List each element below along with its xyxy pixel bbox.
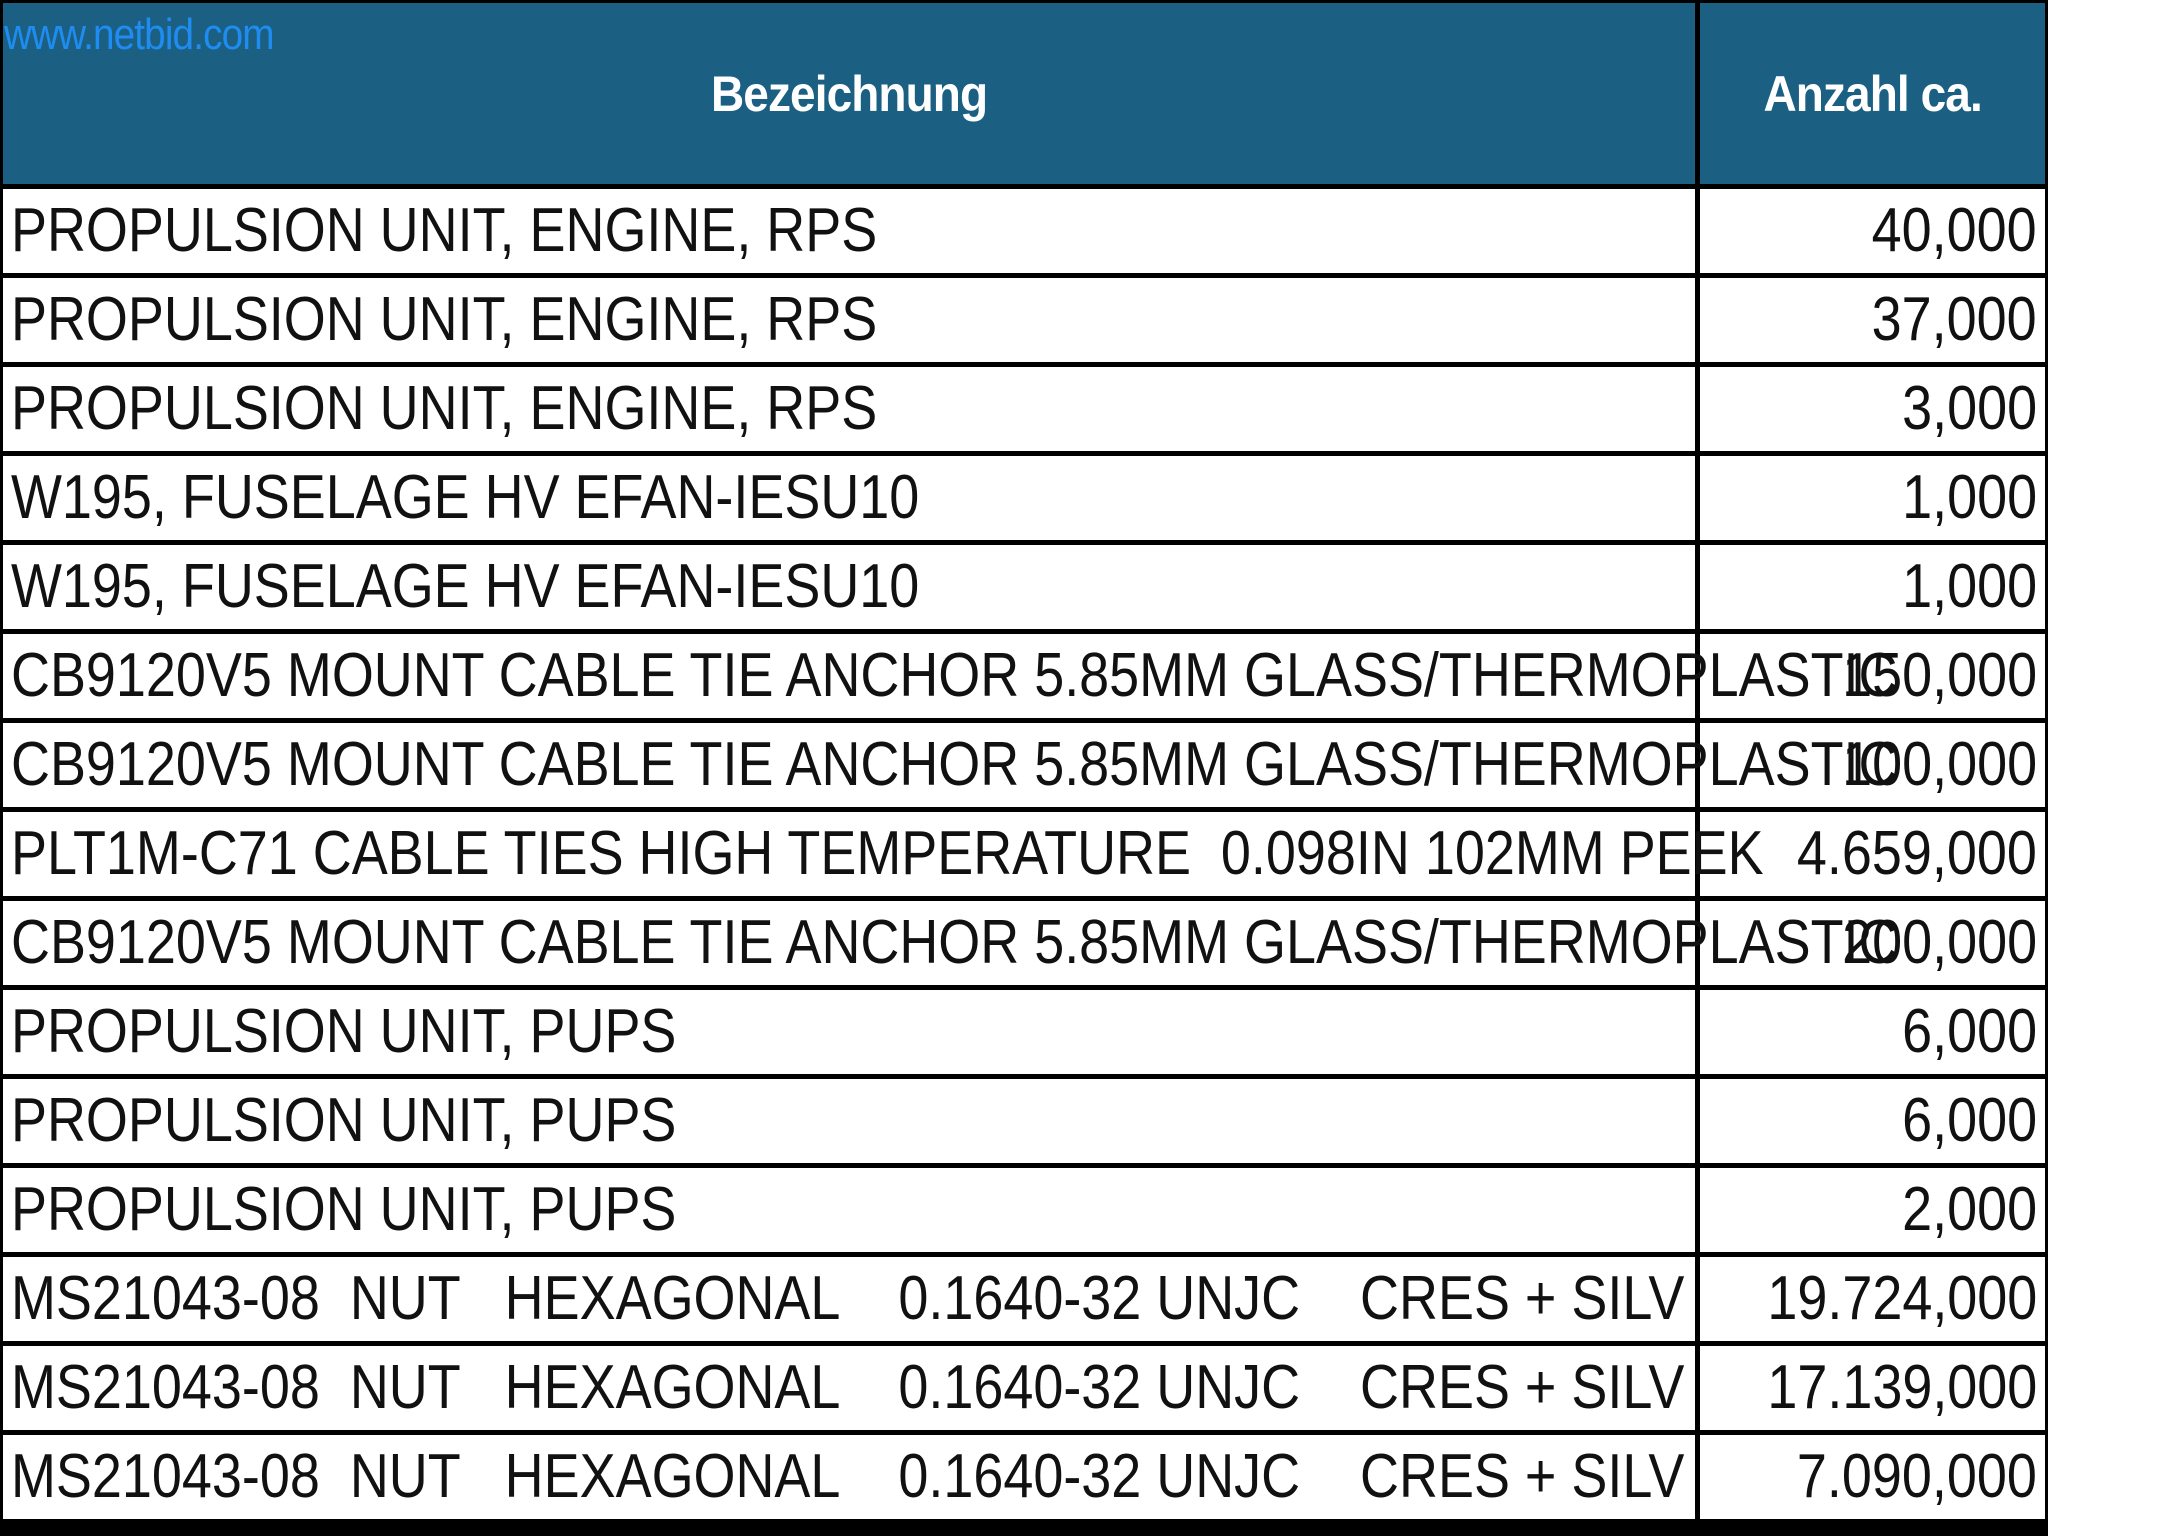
table-row — [3, 718, 2045, 807]
quantity-text: 19.724,000 — [1767, 1264, 2037, 1333]
description-text: CB9120V5 MOUNT CABLE TIE ANCHOR 5.85MM GLASS/THERMOPLASTIC — [11, 641, 1898, 710]
quantity-cell — [1700, 540, 2045, 629]
quantity-text: 6,000 — [1902, 1086, 2037, 1155]
description-cell — [3, 896, 1898, 985]
quantity-text: 6,000 — [1902, 997, 2037, 1066]
quantity-cell — [1700, 1252, 2045, 1341]
description-cell — [3, 629, 1898, 718]
quantity-cell — [1700, 1430, 2045, 1519]
table-row — [3, 184, 2045, 273]
description-cell — [3, 273, 1700, 362]
table-header — [3, 3, 2045, 184]
description-cell — [3, 184, 1700, 273]
table-row — [3, 1252, 2045, 1341]
table-row — [3, 1430, 2045, 1519]
column-header-quantity — [1700, 3, 2045, 184]
table-row — [3, 451, 2045, 540]
quantity-text: 100,000 — [1842, 730, 2037, 799]
table-row — [3, 362, 2045, 451]
quantity-text: 4.659,000 — [1797, 819, 2037, 888]
description-cell — [3, 451, 1700, 540]
quantity-text: 3,000 — [1902, 374, 2037, 443]
watermark-link: www.netbid.com — [4, 10, 274, 59]
quantity-cell — [1700, 362, 2045, 451]
quantity-cell — [1700, 1163, 2045, 1252]
description-text: MS21043-08 NUT HEXAGONAL 0.1640-32 UNJC CRES + SILV — [11, 1442, 1685, 1511]
table-row — [3, 1074, 2045, 1163]
table-row — [3, 1163, 2045, 1252]
table-row — [3, 1341, 2045, 1430]
quantity-cell — [1700, 273, 2045, 362]
description-cell — [3, 718, 1898, 807]
column-header-description-label: Bezeichnung — [710, 65, 988, 122]
table-row — [3, 629, 2045, 718]
description-text: MS21043-08 NUT HEXAGONAL 0.1640-32 UNJC CRES + SILV — [11, 1353, 1685, 1422]
description-text: W195, FUSELAGE HV EFAN-IESU10 — [11, 552, 920, 621]
quantity-text: 150,000 — [1842, 641, 2037, 710]
description-text: W195, FUSELAGE HV EFAN-IESU10 — [11, 463, 920, 532]
description-text: MS21043-08 NUT HEXAGONAL 0.1640-32 UNJC CRES + SILV — [11, 1264, 1685, 1333]
description-cell — [3, 985, 1700, 1074]
description-cell — [3, 807, 1764, 896]
description-cell — [3, 1252, 1700, 1341]
table-row — [3, 273, 2045, 362]
quantity-text: 7.090,000 — [1797, 1442, 2037, 1511]
description-text: PROPULSION UNIT, PUPS — [11, 1086, 677, 1155]
quantity-text: 200,000 — [1842, 908, 2037, 977]
description-cell — [3, 1074, 1700, 1163]
description-text: CB9120V5 MOUNT CABLE TIE ANCHOR 5.85MM GLASS/THERMOPLASTIC — [11, 908, 1898, 977]
description-cell — [3, 1430, 1700, 1519]
quantity-text: 40,000 — [1872, 196, 2037, 265]
description-cell — [3, 540, 1700, 629]
description-text: PROPULSION UNIT, ENGINE, RPS — [11, 285, 878, 354]
quantity-cell — [1700, 1074, 2045, 1163]
table-body — [3, 184, 2045, 1519]
quantity-text: 1,000 — [1902, 552, 2037, 621]
description-text: PROPULSION UNIT, PUPS — [11, 1175, 677, 1244]
table-row — [3, 540, 2045, 629]
table-row — [3, 896, 2045, 985]
description-cell — [3, 362, 1700, 451]
description-text: PLT1M-C71 CABLE TIES HIGH TEMPERATURE 0.098IN 102MM PEEK — [11, 819, 1764, 888]
quantity-text: 2,000 — [1902, 1175, 2037, 1244]
header-row — [3, 3, 2045, 184]
description-cell — [3, 1163, 1700, 1252]
inventory-table — [3, 3, 2045, 1519]
quantity-text: 37,000 — [1872, 285, 2037, 354]
description-text: PROPULSION UNIT, PUPS — [11, 997, 677, 1066]
description-text: PROPULSION UNIT, ENGINE, RPS — [11, 374, 878, 443]
quantity-cell — [1700, 985, 2045, 1074]
quantity-cell — [1700, 184, 2045, 273]
quantity-text: 17.139,000 — [1767, 1353, 2037, 1422]
column-header-quantity-label: Anzahl ca. — [1763, 65, 1982, 122]
table-row — [3, 807, 2045, 896]
table-row — [3, 985, 2045, 1074]
description-text: PROPULSION UNIT, ENGINE, RPS — [11, 196, 878, 265]
quantity-cell — [1700, 451, 2045, 540]
description-cell — [3, 1341, 1700, 1430]
description-text: CB9120V5 MOUNT CABLE TIE ANCHOR 5.85MM GLASS/THERMOPLASTIC — [11, 730, 1898, 799]
quantity-text: 1,000 — [1902, 463, 2037, 532]
quantity-cell — [1700, 1341, 2045, 1430]
